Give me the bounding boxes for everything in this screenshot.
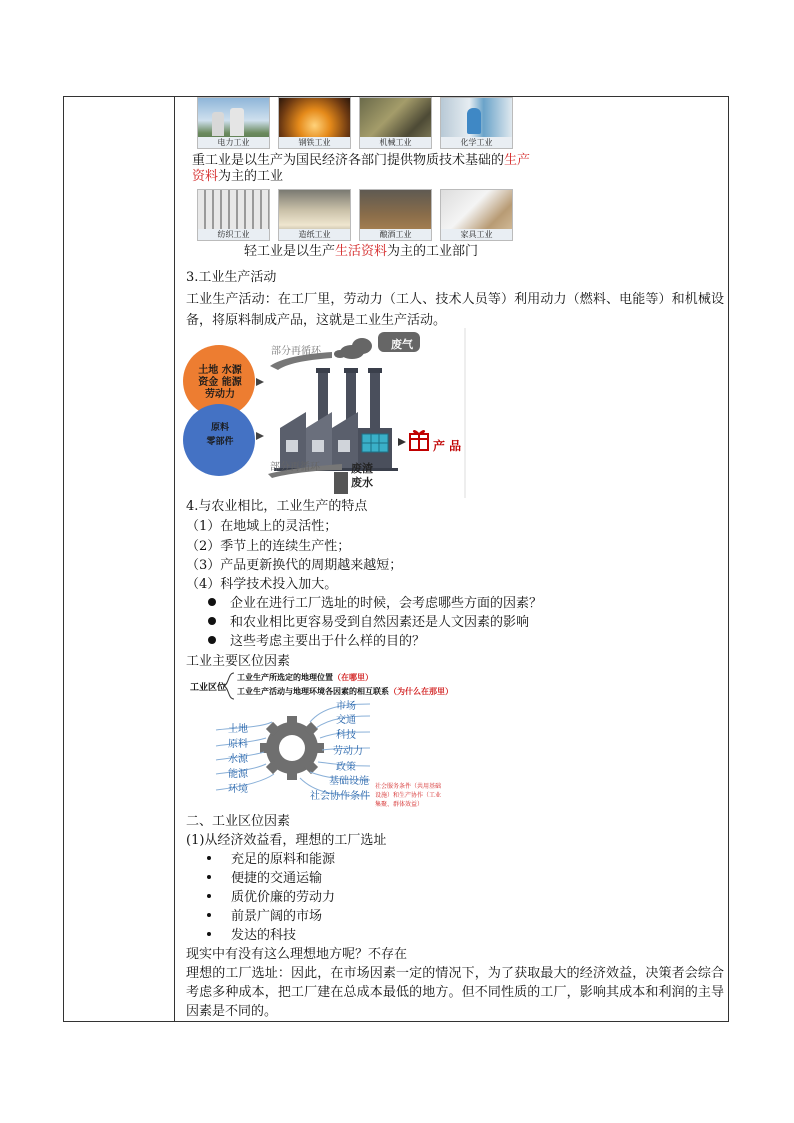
recycle-label-bottom: 部分再循环 (270, 462, 320, 473)
photo-paper: 造纸工业 (278, 189, 351, 241)
photo-steel: 钢铁工业 (278, 97, 351, 149)
factor-technology: 科技 (336, 730, 356, 741)
orange-inputs: 土地 水源 资金 能源 劳动力 (198, 365, 242, 400)
section2-heading: 二、工业区位因素 (186, 814, 291, 829)
ideal-item: 质优价廉的劳动力 (207, 888, 335, 907)
section4-item: （4）科学技术投入加大。 (186, 577, 338, 592)
light-industry-photos (197, 189, 513, 241)
photo-furniture: 家具工业 (440, 189, 513, 241)
photo-chemical: 化学工业 (440, 97, 513, 149)
light-industry-caption: 轻工业是以生产生活资料为主的工业部门 (244, 244, 479, 259)
section4-item: （1）在地域上的灵活性； (186, 519, 338, 534)
left-factors: 土地 原料 水源 能源 环境 (228, 724, 248, 795)
waste-solid-label: 废渣 废水 (351, 462, 373, 489)
waste-down-arrow (334, 472, 348, 494)
bullet-icon (207, 894, 211, 898)
ideal-item: 前景广阔的市场 (207, 907, 322, 926)
factor-social-cooperation: 社会协作条件 (310, 791, 370, 802)
section2-sub: (1)从经济效益看，理想的工厂选址 (186, 833, 387, 848)
question-item: 这些考虑主要出于什么样的目的？ (208, 632, 425, 651)
photo-power: 电力工业 (197, 97, 270, 149)
waste-gas-label: 废气 (391, 338, 413, 351)
factory-icon (274, 368, 398, 471)
location-line1: 工业生产所选定的地理位置（在哪里） (237, 673, 373, 682)
heavy-industry-caption: 重工业是以生产为国民经济各部门提供物质技术基础的生产资料为主的工业 (192, 153, 531, 184)
photo-machinery: 机械工业 (359, 97, 432, 149)
bullet-icon (207, 913, 211, 917)
factor-transport: 交通 (336, 715, 356, 726)
ideal-item: 充足的原料和能源 (207, 850, 335, 869)
section3-body: 工业生产活动：在工厂里，劳动力（工人、技术人员等）利用动力（燃料、电能等）和机械设备，将原料制成产品，这就是工业生产活动。 (186, 292, 724, 328)
product-label: 产 品 (433, 439, 462, 453)
question-item: 和农业相比更容易受到自然因素还是人文因素的影响 (208, 613, 529, 632)
arrow-right-icon (256, 378, 264, 386)
factor-infrastructure: 基础设施 (329, 776, 369, 787)
factor-market: 市场 (336, 701, 356, 712)
factor-policy: 政策 (336, 762, 356, 773)
brace-icon (222, 672, 236, 700)
smoke-cloud-icon (334, 338, 372, 359)
section2-body: 理想的工厂选址：因此，在市场因素一定的情况下，为了获取最大的经济效益，决策者会综合考虑多种成本，把工厂建在总成本最低的地方。但不同性质的工厂，影响其成本和利润的主导因素是不同的。 (186, 966, 724, 1019)
section3-heading: 3.工业生产活动 (186, 270, 277, 285)
location-heading: 工业主要区位因素 (186, 654, 291, 669)
social-note: 社会服务条件（共用基础 设施）和生产协作（工业 集聚、群体效益） (375, 783, 442, 808)
bullet-icon (207, 932, 211, 936)
section4-item: （3）产品更新换代的周期越来越短； (186, 558, 403, 573)
recycle-label-top: 部分再循环 (271, 346, 321, 357)
bullet-icon (208, 598, 216, 606)
section4-item: （2）季节上的连续生产性； (186, 539, 351, 554)
location-label: 工业区位 (190, 683, 227, 693)
section2-question: 现实中有没有这么理想地方呢？不存在 (186, 947, 408, 962)
gear-icon (260, 716, 324, 780)
arrow-right-icon (398, 438, 406, 446)
bullet-icon (208, 636, 216, 644)
column-divider (174, 96, 175, 1022)
bullet-icon (207, 875, 211, 879)
location-line2: 工业生产活动与地理环境各因素的相互联系（为什么在那里） (237, 687, 453, 696)
ideal-item: 便捷的交通运输 (207, 869, 322, 888)
ideal-item: 发达的科技 (207, 926, 296, 945)
photo-textile: 纺织工业 (197, 189, 270, 241)
blue-inputs: 原料 零部件 (206, 423, 234, 447)
factor-labor: 劳动力 (333, 746, 363, 757)
arrow-right-icon (256, 432, 264, 440)
question-item: 企业在进行工厂选址的时候，会考虑哪些方面的因素？ (208, 594, 542, 613)
bullet-icon (208, 617, 216, 625)
section4-heading: 4.与农业相比，工业生产的特点 (186, 499, 368, 514)
factory-diagram (182, 328, 470, 500)
photo-brewing: 酿酒工业 (359, 189, 432, 241)
heavy-industry-photos (197, 97, 513, 149)
bullet-icon (207, 856, 211, 860)
gift-icon (410, 431, 428, 450)
